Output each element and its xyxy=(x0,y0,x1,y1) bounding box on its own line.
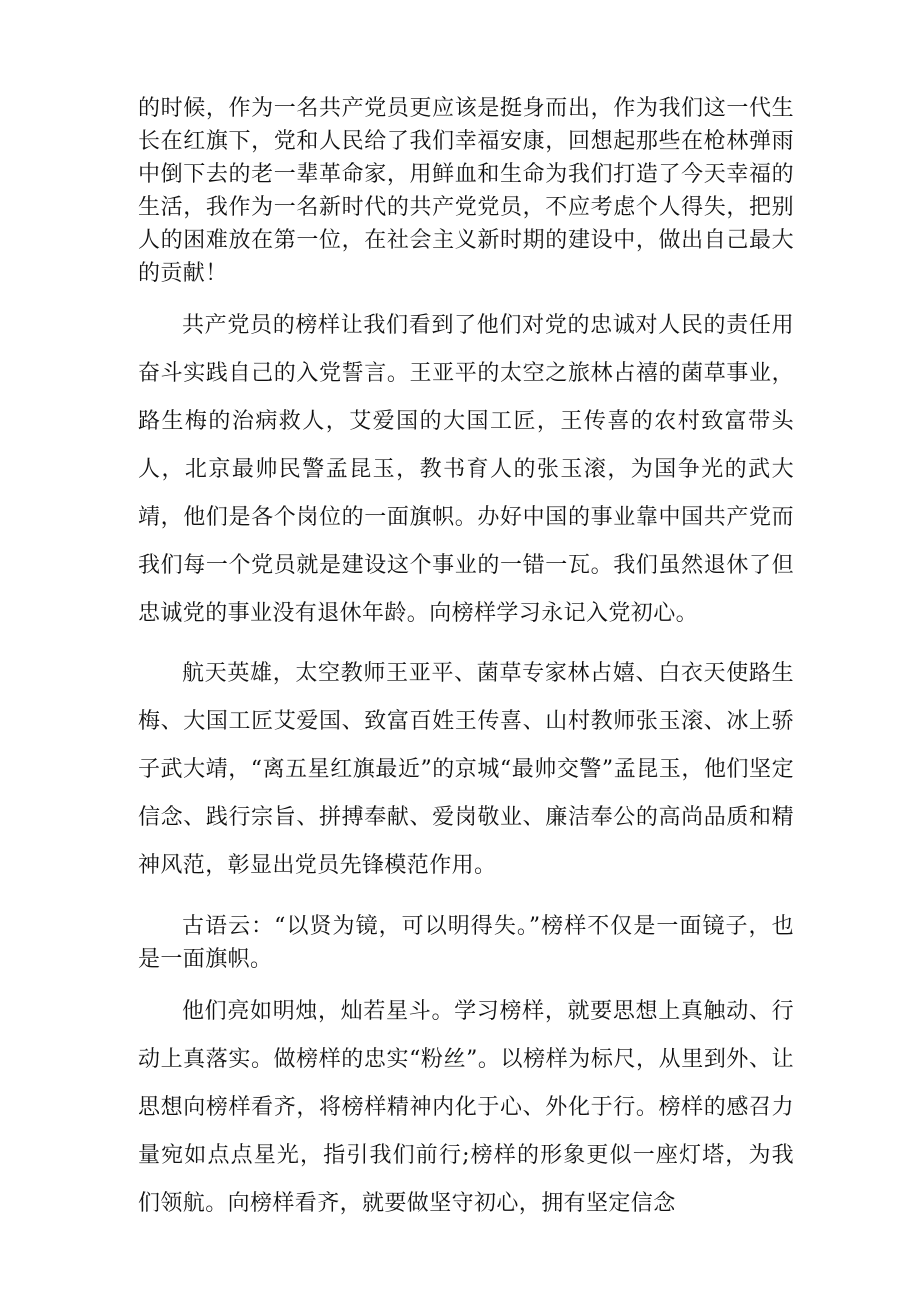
paragraph-5: 他们亮如明烛，灿若星斗。学习榜样，就要思想上真触动、行动上真落实。做榜样的忠实“粉丝”。以榜样为标尺，从里到外、让思想向榜样看齐，将榜样精神内化于心、外化于行。榜样的感召力量宛如点点星光，指引我们前行;榜样的形象更似一座灯塔，为我们领航。向榜样看齐，就要做坚守初心，拥有坚定信念 xyxy=(138,999,794,1216)
paragraph-3: 航天英雄，太空教师王亚平、菌草专家林占嬉、白衣天使路生梅、大国工匠艾爱国、致富百姓王传喜、山村教师张玉滚、冰上骄子武大靖，“离五星红旗最近”的京城“最帅交警”孟昆玉，他们坚定信念、践行宗旨、拼搏奉献、爱岗敬业、廉洁奉公的高尚品质和精神风范，彰显出党员先锋模范作用。 xyxy=(138,661,794,878)
document-page xyxy=(138,92,794,1228)
paragraph-1: 的时候，作为一名共产党员更应该是挺身而出，作为我们这一代生长在红旗下，党和人民给了我们幸福安康，回想起那些在枪林弹雨中倒下去的老一辈革命家，用鲜血和生命为我们打造了今天幸福的生活，我作为一名新时代的共产党党员，不应考虑个人得失，把别人的困难放在第一位，在社会主义新时期的建设中，做出自己最大的贡献！ xyxy=(138,96,794,286)
paragraph-2: 共产党员的榜样让我们看到了他们对党的忠诚对人民的责任用奋斗实践自己的入党誓言。王亚平的太空之旅林占禧的菌草事业，路生梅的治病救人，艾爱国的大国工匠，王传喜的农村致富带头人，北京最帅民警孟昆玉，教书育人的张玉滚，为国争光的武大靖，他们是各个岗位的一面旗帜。办好中国的事业靠中国共产党而我们每一个党员就是建设这个事业的一错一瓦。我们虽然退休了但忠诚党的事业没有退休年龄。向榜样学习永记入党初心。 xyxy=(138,313,794,626)
paragraph-4: 古语云：“以贤为镜，可以明得失。”榜样不仅是一面镜子，也是一面旗帜。 xyxy=(138,914,794,972)
